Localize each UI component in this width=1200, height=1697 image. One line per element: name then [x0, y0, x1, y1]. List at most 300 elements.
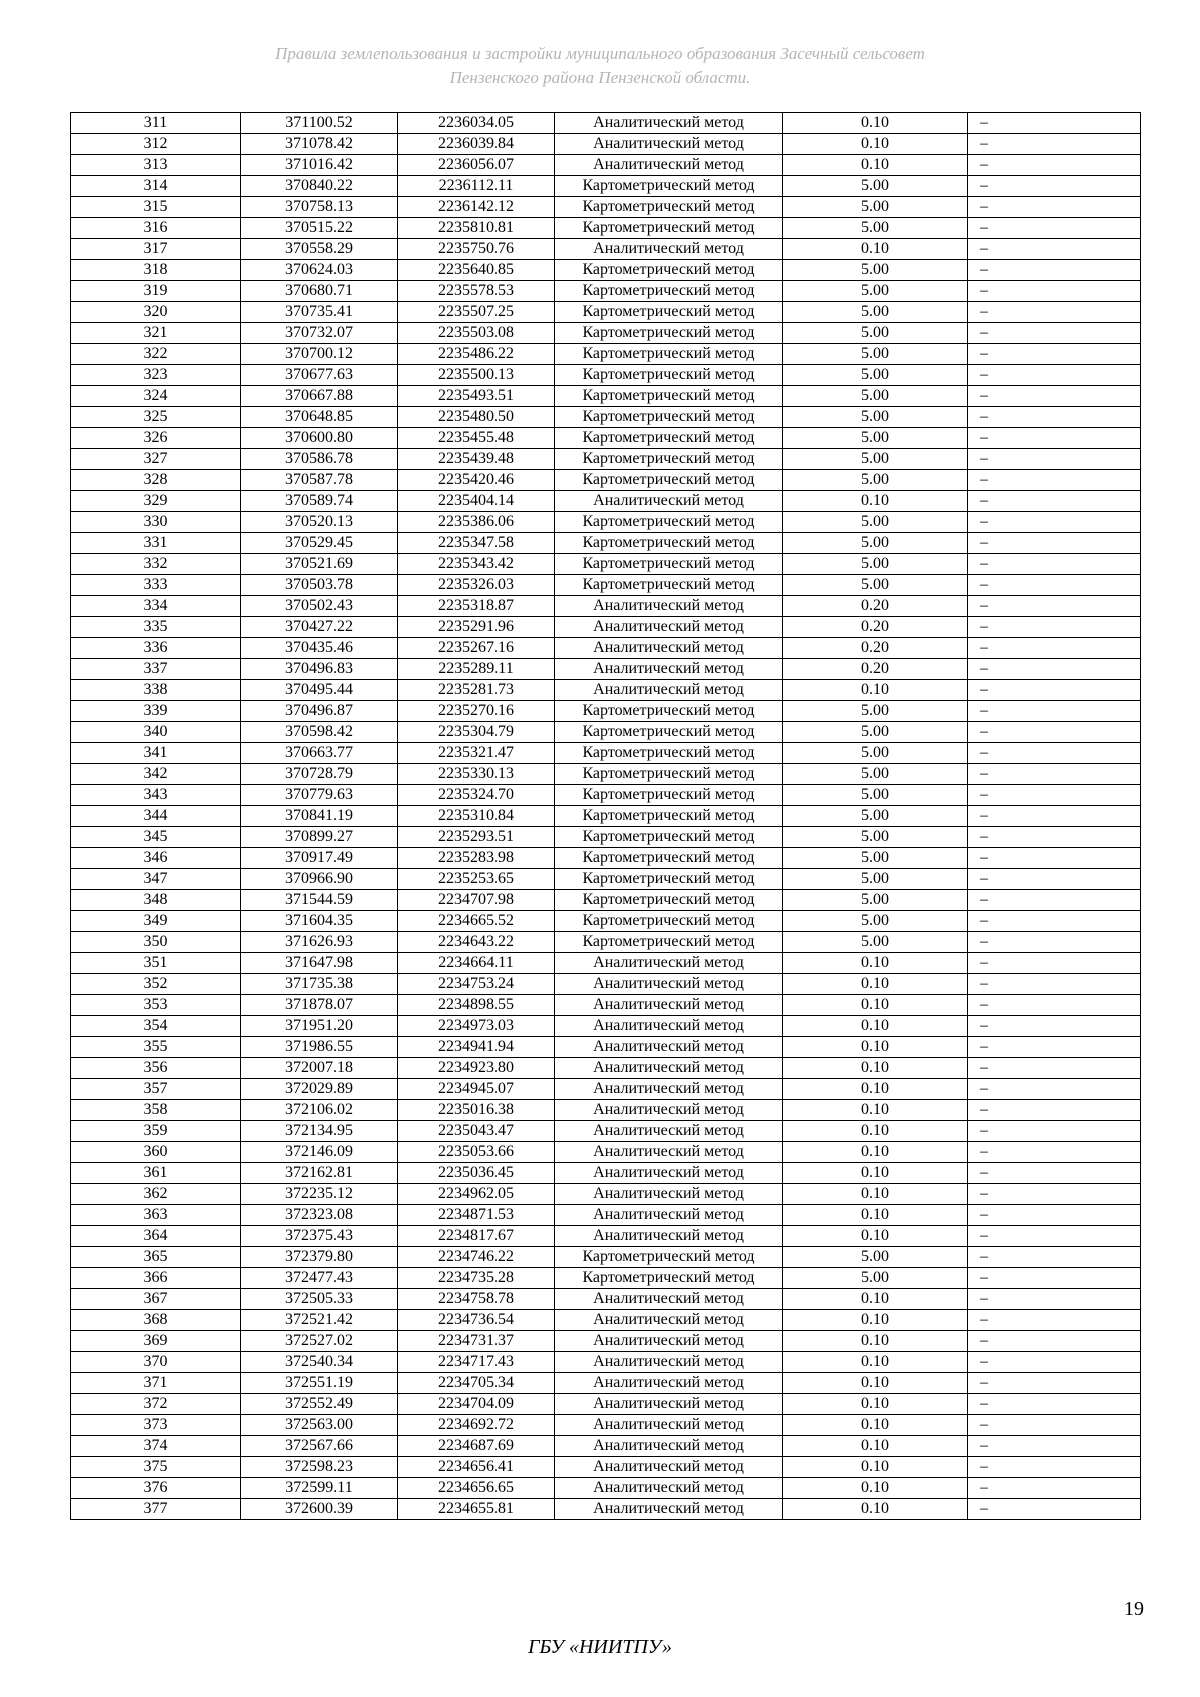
point-number-cell: 326 [71, 428, 241, 449]
table-row [71, 407, 1141, 428]
x-coordinate-cell: 370496.87 [241, 701, 398, 722]
accuracy-cell: 0.10 [783, 1457, 968, 1478]
accuracy-cell: 0.10 [783, 239, 968, 260]
x-coordinate-cell: 372598.23 [241, 1457, 398, 1478]
mark-cell: – [968, 743, 1141, 764]
x-coordinate-cell: 370732.07 [241, 323, 398, 344]
point-number-cell: 362 [71, 1184, 241, 1205]
table-row [71, 806, 1141, 827]
point-number-cell: 332 [71, 554, 241, 575]
table-row [71, 701, 1141, 722]
x-coordinate-cell: 370521.69 [241, 554, 398, 575]
point-number-cell: 339 [71, 701, 241, 722]
accuracy-cell: 0.10 [783, 491, 968, 512]
x-coordinate-cell: 372521.42 [241, 1310, 398, 1331]
accuracy-cell: 0.10 [783, 1163, 968, 1184]
method-cell: Аналитический метод [555, 1478, 783, 1499]
table-row [71, 260, 1141, 281]
mark-cell: – [968, 323, 1141, 344]
y-coordinate-cell: 2234898.55 [398, 995, 555, 1016]
x-coordinate-cell: 372563.00 [241, 1415, 398, 1436]
y-coordinate-cell: 2234817.67 [398, 1226, 555, 1247]
point-number-cell: 373 [71, 1415, 241, 1436]
point-number-cell: 370 [71, 1352, 241, 1373]
method-cell: Аналитический метод [555, 680, 783, 701]
method-cell: Картометрический метод [555, 827, 783, 848]
accuracy-cell: 0.10 [783, 1079, 968, 1100]
method-cell: Аналитический метод [555, 617, 783, 638]
y-coordinate-cell: 2235500.13 [398, 365, 555, 386]
y-coordinate-cell: 2236039.84 [398, 134, 555, 155]
accuracy-cell: 5.00 [783, 470, 968, 491]
method-cell: Картометрический метод [555, 743, 783, 764]
table-row [71, 659, 1141, 680]
point-number-cell: 359 [71, 1121, 241, 1142]
point-number-cell: 350 [71, 932, 241, 953]
mark-cell: – [968, 785, 1141, 806]
y-coordinate-cell: 2235289.11 [398, 659, 555, 680]
y-coordinate-cell: 2234656.41 [398, 1457, 555, 1478]
method-cell: Картометрический метод [555, 722, 783, 743]
method-cell: Картометрический метод [555, 806, 783, 827]
table-row [71, 1226, 1141, 1247]
method-cell: Аналитический метод [555, 1016, 783, 1037]
x-coordinate-cell: 370758.13 [241, 197, 398, 218]
point-number-cell: 320 [71, 302, 241, 323]
mark-cell: – [968, 1121, 1141, 1142]
mark-cell: – [968, 1352, 1141, 1373]
table-row [71, 281, 1141, 302]
x-coordinate-cell: 372323.08 [241, 1205, 398, 1226]
accuracy-cell: 0.10 [783, 1478, 968, 1499]
y-coordinate-cell: 2234687.69 [398, 1436, 555, 1457]
method-cell: Аналитический метод [555, 155, 783, 176]
method-cell: Картометрический метод [555, 197, 783, 218]
mark-cell: – [968, 932, 1141, 953]
point-number-cell: 360 [71, 1142, 241, 1163]
accuracy-cell: 0.20 [783, 659, 968, 680]
header-line-1: Правила землепользования и застройки муниципального образования Засечный сельсовет [275, 44, 925, 63]
mark-cell: – [968, 218, 1141, 239]
accuracy-cell: 5.00 [783, 848, 968, 869]
point-number-cell: 331 [71, 533, 241, 554]
y-coordinate-cell: 2235324.70 [398, 785, 555, 806]
method-cell: Аналитический метод [555, 995, 783, 1016]
point-number-cell: 324 [71, 386, 241, 407]
method-cell: Аналитический метод [555, 1142, 783, 1163]
accuracy-cell: 5.00 [783, 407, 968, 428]
y-coordinate-cell: 2234731.37 [398, 1331, 555, 1352]
x-coordinate-cell: 370503.78 [241, 575, 398, 596]
table-row [71, 533, 1141, 554]
table-row [71, 323, 1141, 344]
method-cell: Аналитический метод [555, 1058, 783, 1079]
table-row [71, 218, 1141, 239]
accuracy-cell: 0.10 [783, 155, 968, 176]
method-cell: Аналитический метод [555, 1415, 783, 1436]
table-row [71, 449, 1141, 470]
point-number-cell: 342 [71, 764, 241, 785]
mark-cell: – [968, 1289, 1141, 1310]
accuracy-cell: 0.20 [783, 596, 968, 617]
point-number-cell: 363 [71, 1205, 241, 1226]
x-coordinate-cell: 371878.07 [241, 995, 398, 1016]
x-coordinate-cell: 370496.83 [241, 659, 398, 680]
y-coordinate-cell: 2235386.06 [398, 512, 555, 533]
y-coordinate-cell: 2235016.38 [398, 1100, 555, 1121]
accuracy-cell: 0.10 [783, 1289, 968, 1310]
accuracy-cell: 0.10 [783, 1436, 968, 1457]
method-cell: Аналитический метод [555, 1436, 783, 1457]
y-coordinate-cell: 2235493.51 [398, 386, 555, 407]
x-coordinate-cell: 372235.12 [241, 1184, 398, 1205]
x-coordinate-cell: 370840.22 [241, 176, 398, 197]
point-number-cell: 343 [71, 785, 241, 806]
coordinates-table-body [71, 113, 1141, 1520]
point-number-cell: 356 [71, 1058, 241, 1079]
x-coordinate-cell: 371544.59 [241, 890, 398, 911]
table-row [71, 1016, 1141, 1037]
method-cell: Картометрический метод [555, 428, 783, 449]
table-row [71, 1289, 1141, 1310]
table-row [71, 386, 1141, 407]
point-number-cell: 347 [71, 869, 241, 890]
accuracy-cell: 5.00 [783, 932, 968, 953]
accuracy-cell: 5.00 [783, 449, 968, 470]
accuracy-cell: 5.00 [783, 764, 968, 785]
method-cell: Аналитический метод [555, 1037, 783, 1058]
point-number-cell: 328 [71, 470, 241, 491]
table-row [71, 1100, 1141, 1121]
x-coordinate-cell: 372134.95 [241, 1121, 398, 1142]
x-coordinate-cell: 372540.34 [241, 1352, 398, 1373]
x-coordinate-cell: 370598.42 [241, 722, 398, 743]
mark-cell: – [968, 764, 1141, 785]
x-coordinate-cell: 371951.20 [241, 1016, 398, 1037]
y-coordinate-cell: 2234707.98 [398, 890, 555, 911]
table-row [71, 1394, 1141, 1415]
mark-cell: – [968, 1142, 1141, 1163]
accuracy-cell: 5.00 [783, 1268, 968, 1289]
point-number-cell: 352 [71, 974, 241, 995]
y-coordinate-cell: 2234871.53 [398, 1205, 555, 1226]
table-row [71, 512, 1141, 533]
method-cell: Картометрический метод [555, 932, 783, 953]
y-coordinate-cell: 2235507.25 [398, 302, 555, 323]
point-number-cell: 368 [71, 1310, 241, 1331]
x-coordinate-cell: 370529.45 [241, 533, 398, 554]
point-number-cell: 329 [71, 491, 241, 512]
table-row [71, 953, 1141, 974]
y-coordinate-cell: 2234692.72 [398, 1415, 555, 1436]
accuracy-cell: 0.10 [783, 1415, 968, 1436]
table-row [71, 743, 1141, 764]
x-coordinate-cell: 370728.79 [241, 764, 398, 785]
accuracy-cell: 5.00 [783, 323, 968, 344]
mark-cell: – [968, 638, 1141, 659]
mark-cell: – [968, 1415, 1141, 1436]
method-cell: Аналитический метод [555, 1184, 783, 1205]
y-coordinate-cell: 2235404.14 [398, 491, 555, 512]
method-cell: Картометрический метод [555, 176, 783, 197]
y-coordinate-cell: 2235439.48 [398, 449, 555, 470]
x-coordinate-cell: 372106.02 [241, 1100, 398, 1121]
method-cell: Картометрический метод [555, 1247, 783, 1268]
point-number-cell: 375 [71, 1457, 241, 1478]
point-number-cell: 372 [71, 1394, 241, 1415]
table-row [71, 995, 1141, 1016]
mark-cell: – [968, 1457, 1141, 1478]
mark-cell: – [968, 890, 1141, 911]
accuracy-cell: 5.00 [783, 512, 968, 533]
table-row [71, 554, 1141, 575]
mark-cell: – [968, 1226, 1141, 1247]
x-coordinate-cell: 372029.89 [241, 1079, 398, 1100]
table-row [71, 848, 1141, 869]
method-cell: Картометрический метод [555, 407, 783, 428]
table-row [71, 1142, 1141, 1163]
mark-cell: – [968, 1436, 1141, 1457]
accuracy-cell: 0.10 [783, 1058, 968, 1079]
mark-cell: – [968, 197, 1141, 218]
y-coordinate-cell: 2235267.16 [398, 638, 555, 659]
x-coordinate-cell: 370495.44 [241, 680, 398, 701]
accuracy-cell: 0.10 [783, 680, 968, 701]
method-cell: Картометрический метод [555, 512, 783, 533]
accuracy-cell: 5.00 [783, 806, 968, 827]
point-number-cell: 315 [71, 197, 241, 218]
mark-cell: – [968, 554, 1141, 575]
method-cell: Картометрический метод [555, 302, 783, 323]
table-row [71, 1478, 1141, 1499]
x-coordinate-cell: 372007.18 [241, 1058, 398, 1079]
mark-cell: – [968, 239, 1141, 260]
mark-cell: – [968, 1184, 1141, 1205]
table-row [71, 1037, 1141, 1058]
table-row [71, 1457, 1141, 1478]
method-cell: Картометрический метод [555, 365, 783, 386]
y-coordinate-cell: 2235283.98 [398, 848, 555, 869]
y-coordinate-cell: 2235640.85 [398, 260, 555, 281]
y-coordinate-cell: 2235480.50 [398, 407, 555, 428]
accuracy-cell: 0.10 [783, 1331, 968, 1352]
y-coordinate-cell: 2234656.65 [398, 1478, 555, 1499]
point-number-cell: 367 [71, 1289, 241, 1310]
table-row [71, 302, 1141, 323]
x-coordinate-cell: 372477.43 [241, 1268, 398, 1289]
y-coordinate-cell: 2235321.47 [398, 743, 555, 764]
table-row [71, 1247, 1141, 1268]
accuracy-cell: 5.00 [783, 911, 968, 932]
x-coordinate-cell: 372379.80 [241, 1247, 398, 1268]
method-cell: Аналитический метод [555, 659, 783, 680]
y-coordinate-cell: 2235293.51 [398, 827, 555, 848]
point-number-cell: 355 [71, 1037, 241, 1058]
x-coordinate-cell: 371078.42 [241, 134, 398, 155]
mark-cell: – [968, 1016, 1141, 1037]
method-cell: Аналитический метод [555, 1163, 783, 1184]
y-coordinate-cell: 2234736.54 [398, 1310, 555, 1331]
table-row [71, 1268, 1141, 1289]
table-row [71, 1205, 1141, 1226]
mark-cell: – [968, 176, 1141, 197]
mark-cell: – [968, 1310, 1141, 1331]
y-coordinate-cell: 2234941.94 [398, 1037, 555, 1058]
method-cell: Картометрический метод [555, 323, 783, 344]
x-coordinate-cell: 370917.49 [241, 848, 398, 869]
mark-cell: – [968, 701, 1141, 722]
y-coordinate-cell: 2235347.58 [398, 533, 555, 554]
method-cell: Аналитический метод [555, 239, 783, 260]
header-line-2: Пензенского района Пензенской области. [449, 68, 751, 87]
y-coordinate-cell: 2234655.81 [398, 1499, 555, 1520]
x-coordinate-cell: 370966.90 [241, 869, 398, 890]
point-number-cell: 330 [71, 512, 241, 533]
point-number-cell: 371 [71, 1373, 241, 1394]
method-cell: Аналитический метод [555, 1226, 783, 1247]
point-number-cell: 333 [71, 575, 241, 596]
mark-cell: – [968, 575, 1141, 596]
method-cell: Аналитический метод [555, 1079, 783, 1100]
accuracy-cell: 0.10 [783, 953, 968, 974]
table-row [71, 134, 1141, 155]
accuracy-cell: 5.00 [783, 428, 968, 449]
mark-cell: – [968, 1100, 1141, 1121]
x-coordinate-cell: 371100.52 [241, 113, 398, 134]
table-row [71, 1121, 1141, 1142]
y-coordinate-cell: 2234705.34 [398, 1373, 555, 1394]
table-row [71, 1499, 1141, 1520]
table-row [71, 1079, 1141, 1100]
table-row [71, 680, 1141, 701]
point-number-cell: 346 [71, 848, 241, 869]
table-row [71, 470, 1141, 491]
method-cell: Аналитический метод [555, 596, 783, 617]
mark-cell: – [968, 1499, 1141, 1520]
mark-cell: – [968, 1247, 1141, 1268]
point-number-cell: 344 [71, 806, 241, 827]
x-coordinate-cell: 371604.35 [241, 911, 398, 932]
x-coordinate-cell: 370587.78 [241, 470, 398, 491]
accuracy-cell: 0.10 [783, 1037, 968, 1058]
accuracy-cell: 5.00 [783, 722, 968, 743]
x-coordinate-cell: 370600.80 [241, 428, 398, 449]
x-coordinate-cell: 371647.98 [241, 953, 398, 974]
point-number-cell: 364 [71, 1226, 241, 1247]
accuracy-cell: 5.00 [783, 281, 968, 302]
y-coordinate-cell: 2235750.76 [398, 239, 555, 260]
footer-organization: ГБУ «НИИТПУ» [528, 1636, 672, 1658]
table-row [71, 575, 1141, 596]
mark-cell: – [968, 344, 1141, 365]
y-coordinate-cell: 2235043.47 [398, 1121, 555, 1142]
method-cell: Аналитический метод [555, 1331, 783, 1352]
accuracy-cell: 0.10 [783, 1310, 968, 1331]
x-coordinate-cell: 370677.63 [241, 365, 398, 386]
x-coordinate-cell: 370427.22 [241, 617, 398, 638]
y-coordinate-cell: 2234643.22 [398, 932, 555, 953]
point-number-cell: 313 [71, 155, 241, 176]
table-row [71, 764, 1141, 785]
x-coordinate-cell: 370502.43 [241, 596, 398, 617]
method-cell: Картометрический метод [555, 281, 783, 302]
y-coordinate-cell: 2234717.43 [398, 1352, 555, 1373]
method-cell: Аналитический метод [555, 1457, 783, 1478]
table-row [71, 596, 1141, 617]
method-cell: Аналитический метод [555, 491, 783, 512]
accuracy-cell: 5.00 [783, 260, 968, 281]
method-cell: Аналитический метод [555, 1100, 783, 1121]
x-coordinate-cell: 370779.63 [241, 785, 398, 806]
method-cell: Аналитический метод [555, 1121, 783, 1142]
point-number-cell: 376 [71, 1478, 241, 1499]
mark-cell: – [968, 1058, 1141, 1079]
point-number-cell: 349 [71, 911, 241, 932]
accuracy-cell: 5.00 [783, 554, 968, 575]
accuracy-cell: 0.10 [783, 1226, 968, 1247]
accuracy-cell: 5.00 [783, 743, 968, 764]
method-cell: Картометрический метод [555, 386, 783, 407]
page-header [0, 42, 1200, 90]
point-number-cell: 361 [71, 1163, 241, 1184]
accuracy-cell: 5.00 [783, 890, 968, 911]
method-cell: Картометрический метод [555, 701, 783, 722]
point-number-cell: 334 [71, 596, 241, 617]
method-cell: Картометрический метод [555, 575, 783, 596]
method-cell: Аналитический метод [555, 1499, 783, 1520]
x-coordinate-cell: 370841.19 [241, 806, 398, 827]
method-cell: Картометрический метод [555, 218, 783, 239]
x-coordinate-cell: 370520.13 [241, 512, 398, 533]
y-coordinate-cell: 2234962.05 [398, 1184, 555, 1205]
table-row [71, 1184, 1141, 1205]
y-coordinate-cell: 2236112.11 [398, 176, 555, 197]
mark-cell: – [968, 407, 1141, 428]
table-row [71, 932, 1141, 953]
x-coordinate-cell: 370515.22 [241, 218, 398, 239]
y-coordinate-cell: 2235291.96 [398, 617, 555, 638]
table-row [71, 869, 1141, 890]
table-row [71, 974, 1141, 995]
table-row [71, 1436, 1141, 1457]
table-row [71, 638, 1141, 659]
y-coordinate-cell: 2235420.46 [398, 470, 555, 491]
point-number-cell: 340 [71, 722, 241, 743]
mark-cell: – [968, 281, 1141, 302]
mark-cell: – [968, 155, 1141, 176]
mark-cell: – [968, 470, 1141, 491]
y-coordinate-cell: 2235486.22 [398, 344, 555, 365]
mark-cell: – [968, 1205, 1141, 1226]
accuracy-cell: 5.00 [783, 302, 968, 323]
point-number-cell: 336 [71, 638, 241, 659]
accuracy-cell: 0.10 [783, 1016, 968, 1037]
point-number-cell: 365 [71, 1247, 241, 1268]
table-row [71, 113, 1141, 134]
mark-cell: – [968, 533, 1141, 554]
table-row [71, 197, 1141, 218]
accuracy-cell: 0.10 [783, 1121, 968, 1142]
method-cell: Аналитический метод [555, 1310, 783, 1331]
method-cell: Картометрический метод [555, 344, 783, 365]
mark-cell: – [968, 806, 1141, 827]
method-cell: Картометрический метод [555, 533, 783, 554]
point-number-cell: 354 [71, 1016, 241, 1037]
table-row [71, 155, 1141, 176]
method-cell: Картометрический метод [555, 1268, 783, 1289]
mark-cell: – [968, 1373, 1141, 1394]
mark-cell: – [968, 617, 1141, 638]
